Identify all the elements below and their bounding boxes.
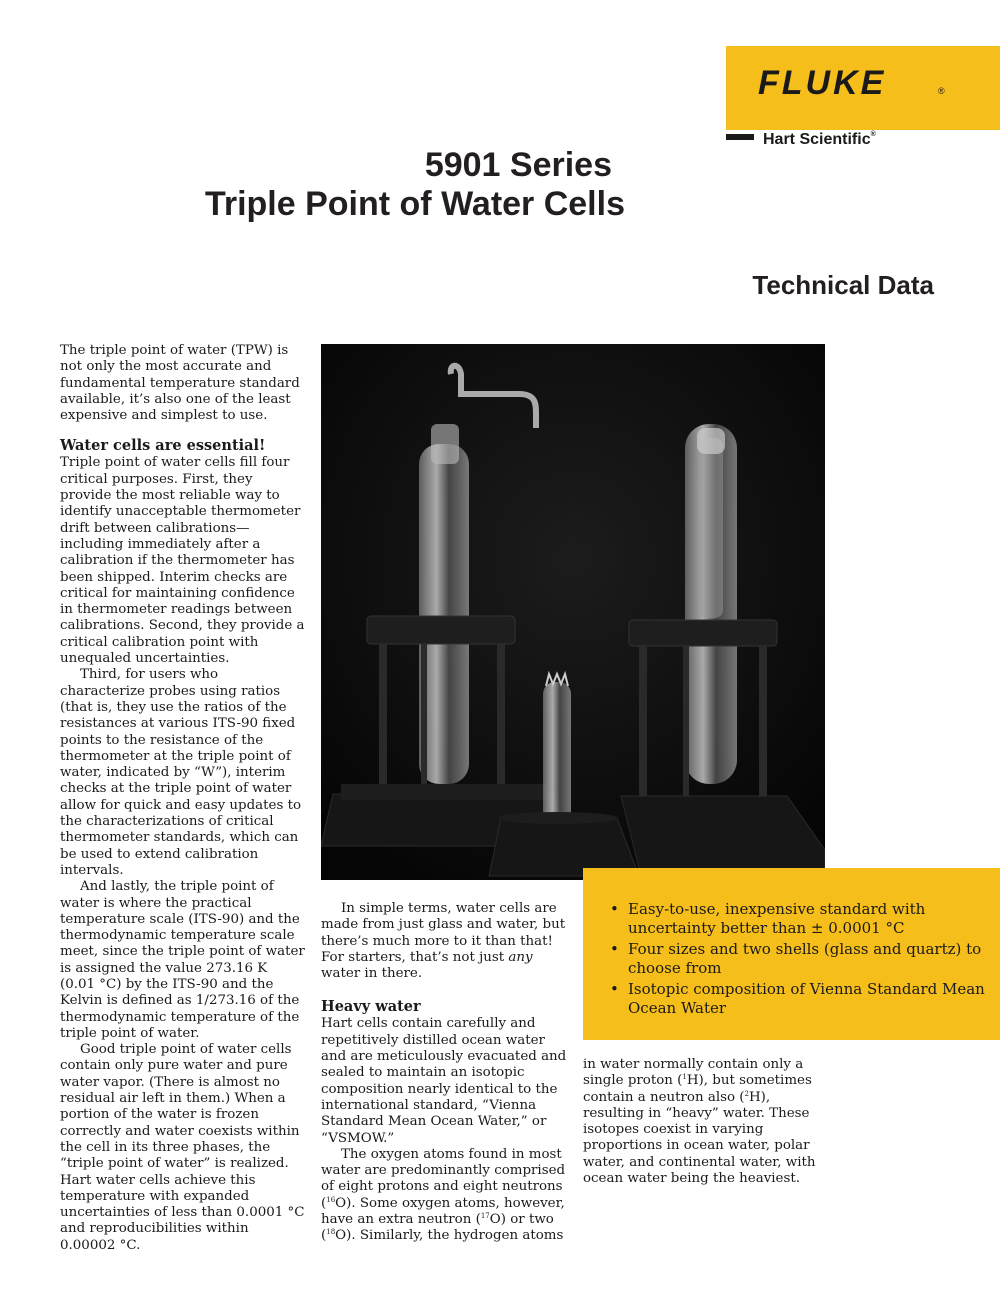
text-column-1 (60, 343, 306, 1254)
page-title-line1: 5901 Series (424, 146, 612, 184)
fluke-logo (726, 46, 1000, 130)
subbrand-name: Hart Scientific (763, 131, 871, 148)
paragraph: The oxygen atoms found in most water are predominantly comprised of eight protons and eight neutrons ($^{16}$O). Some oxygen atoms, however, have an extra neutron ($^{17}$O) or two ($^{18}$O). Similarly, the hydrogen atoms (321, 1146, 566, 1244)
subbrand-registered-mark: ® (870, 131, 876, 138)
paragraph: Triple point of water cells fill four critical purposes. First, they provide the most reliable way to identify unacceptable thermometer drift between calibrations—including immediately after a calibration if the thermometer has been shipped. Interim checks are critical for maintaining confidence in thermometer readings between calibrations. Second, they provide a critical calibration point with unequaled uncertainties. (60, 455, 305, 667)
paragraph: in water normally contain only a single proton ($^1$H), but sometimes contain a neutron also ($^2$H), resulting in “heavy” water. These isotopes coexist in varying proportions in ocean water, polar water, and continental water, with ocean water being the heaviest. (583, 1057, 816, 1187)
paragraph: Third, for users who characterize probes using ratios (that is, they use the ratios of the resistances at various ITS-90 fixed points to the resistance of the thermometer at the triple point of water, indicated by “W”), interim checks at the triple point of water allow for quick and easy updates to the characterizations of critical thermometer standards, which can be used to extend calibration intervals. (60, 667, 302, 878)
logo-bar (726, 134, 754, 140)
section-heading-heavy-water: Heavy water (321, 998, 421, 1016)
paragraph: Hart cells contain carefully and repetitively distilled ocean water and are meticulously evacuated and sealed to maintain an isotopic composition nearly identical to the international standard, “Vienna Standard Mean Ocean Water,” or “VSMOW.” (321, 1016, 567, 1146)
emphasis: any (508, 949, 533, 965)
paragraph: And lastly, the triple point of water is where the practical temperature scale (ITS-90) and the thermodynamic temperature scale meet, since the triple point of water is assigned the value 273.16 K (0.01 °C) by the ITS-90 and the Kelvin is defined as 1/273.16 of the thermodynamic temperature of the triple point of water. (60, 879, 305, 1041)
feature-callout (583, 868, 1000, 1040)
feature-item: • Easy-to-use, inexpensive standard with uncertainty better than ± 0.0001 °C (607, 900, 987, 938)
intro-paragraph: The triple point of water (TPW) is not only the most accurate and fundamental temperature standard available, it’s also one of the least expensive and simplest to use. (60, 343, 300, 424)
feature-list (607, 900, 987, 1020)
feature-item: • Isotopic composition of Vienna Standard Mean Ocean Water (607, 980, 987, 1018)
logo-wordmark: FLUKE (758, 64, 887, 102)
product-photo (321, 344, 825, 880)
section-heading-water-cells: Water cells are essential! (60, 437, 266, 455)
text-column-2 (321, 901, 567, 1245)
paragraph: In simple terms, water cells are made from just glass and water, but there’s much more to it than that! For starters, that’s not just any water in there. (321, 901, 566, 982)
text-column-3 (583, 1057, 829, 1187)
doc-type-label: Technical Data (752, 270, 934, 300)
page-title-line2: Triple Point of Water Cells (204, 185, 625, 223)
feature-item: • Four sizes and two shells (glass and quartz) to choose from (607, 940, 987, 978)
water-cells-illustration (321, 344, 825, 880)
logo-registered-mark: ® (938, 86, 945, 96)
paragraph: Good triple point of water cells contain only pure water and pure water vapor. (There is almost no residual air left in them.) When a portion of the water is frozen correctly and water coexists within the cell in its three phases, the “triple point of water” is realized. Hart water cells achieve this temperature with expanded uncertainties of less than 0.0001 °C and reproducibilities within 0.00002 °C. (60, 1042, 305, 1253)
subbrand (763, 131, 876, 149)
